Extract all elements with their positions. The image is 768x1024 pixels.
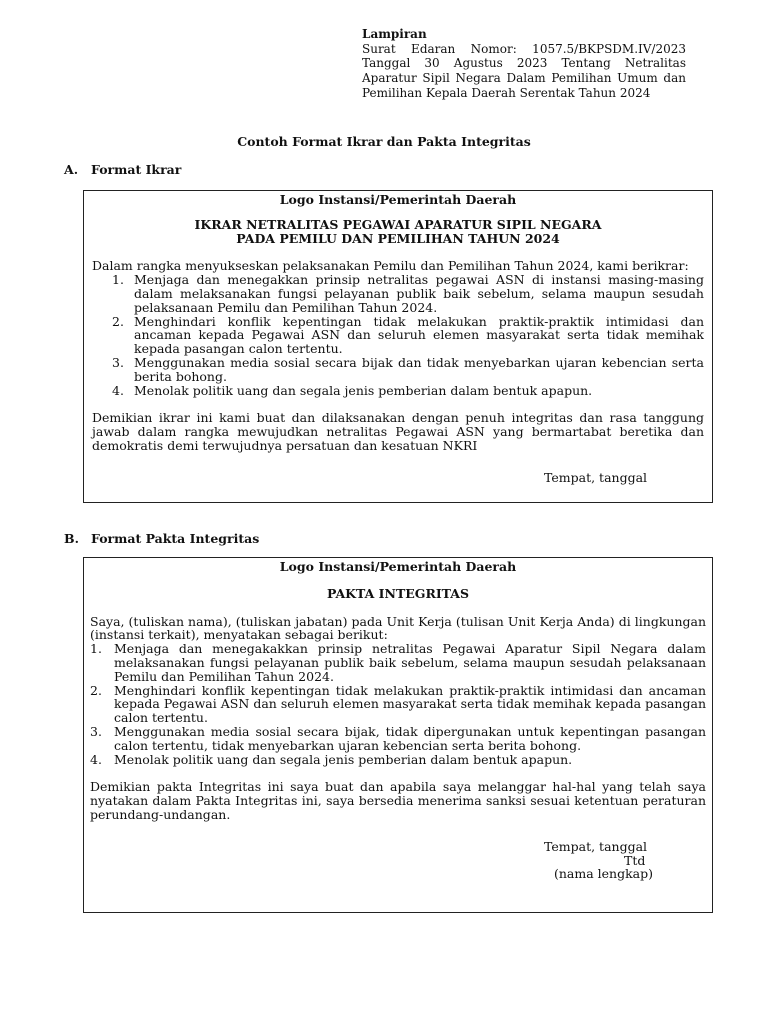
section-a-letter: A.	[64, 162, 79, 177]
pakta-full-name: (nama lengkap)	[554, 866, 654, 882]
ikrar-logo-text: Logo Instansi/Pemerintah Daerah	[279, 192, 517, 207]
list-number: 2.	[90, 682, 102, 698]
section-a-heading	[64, 162, 181, 177]
list-item	[90, 642, 706, 683]
list-text: Menjaga dan menegakakkan prinsip netralitas Pegawai Aparatur Sipil Negara dalam melaksanakan fungsi pelayanan publik baik sebelum, selama maupun sesudah pelaksanaan Pemilu dan Pemilihan Tahun 2024.	[114, 641, 706, 684]
lampiran-block	[362, 27, 686, 101]
list-item	[112, 356, 704, 384]
section-b-title: Format Pakta Integritas	[91, 531, 260, 546]
list-text: Menolak politik uang dan segala jenis pemberian dalam bentuk apapun.	[114, 751, 573, 767]
list-text: Menjaga dan menegakkan prinsip netralitas pegawai ASN di instansi masing-masing dalam melaksanakan fungsi pelayanan publik baik sebelum, selama maupun sesudah pelaksanaan Pemilu dan Pemilihan Tahun 2024.	[134, 272, 704, 315]
list-number: 1.	[90, 641, 102, 657]
ikrar-list	[92, 273, 704, 397]
list-text: Menolak politik uang dan segala jenis pemberian dalam bentuk apapun.	[134, 382, 593, 398]
ikrar-title-line-1: IKRAR NETRALITAS PEGAWAI APARATUR SIPIL NEGARA	[194, 216, 602, 232]
section-a-title: Format Ikrar	[91, 162, 182, 177]
pakta-logo-text: Logo Instansi/Pemerintah Daerah	[279, 559, 517, 574]
list-text: Menghindari konflik kepentingan tidak melakukan praktik-praktik intimidasi dan ancaman kepada Pegawai ASN dan seluruh elemen masyarakat serta tidak memihak kepada pasangan calon tertentu.	[114, 682, 706, 726]
list-number: 1.	[112, 272, 124, 288]
ikrar-box	[83, 190, 713, 503]
ikrar-closing: Demikian ikrar ini kami buat dan dilaksanakan dengan penuh integritas dan rasa tanggung jawab dalam rangka mewujudkan netralitas Pegawai ASN yang bermartabat beretika dan demokratis demi terwujudnya persatuan dan kesatuan NKRI	[92, 410, 704, 453]
list-item	[90, 684, 706, 725]
list-item	[112, 315, 704, 356]
list-item	[112, 273, 704, 314]
lampiran-line: Tanggal 30 Agustus 2023 Tentang Netralitas	[362, 56, 686, 71]
pakta-place-date: Tempat, tanggal	[544, 838, 648, 854]
pakta-list	[90, 642, 706, 766]
list-number: 3.	[90, 723, 102, 739]
ikrar-title-line-2: PADA PEMILU DAN PEMILIHAN TAHUN 2024	[236, 230, 560, 246]
lampiran-line: Pemilihan Kepala Daerah Serentak Tahun 2024	[362, 85, 651, 100]
list-number: 3.	[112, 354, 124, 370]
section-b-heading	[64, 531, 259, 546]
lampiran-label: Lampiran	[362, 27, 427, 41]
pakta-closing: Demikian pakta Integritas ini saya buat dan apabila saya melanggar hal-hal yang telah saya nyatakan dalam Pakta Integritas ini, saya bersedia menerima sanksi sesuai ketentuan peraturan perundang-undangan.	[90, 779, 706, 822]
list-item	[90, 753, 706, 767]
ikrar-intro: Dalam rangka menyukseskan pelaksanakan Pemilu dan Pemilihan Tahun 2024, kami berikrar:	[92, 258, 689, 274]
list-item	[112, 384, 704, 398]
list-number: 4.	[112, 382, 124, 398]
pakta-title: PAKTA INTEGRITAS	[326, 585, 470, 601]
lampiran-line: Aparatur Sipil Negara Dalam Pemilihan Umum dan	[362, 71, 686, 86]
list-item	[90, 725, 706, 753]
pakta-box	[83, 557, 713, 913]
list-number: 4.	[90, 751, 102, 767]
list-text: Menggunakan media sosial secara bijak, tidak dipergunakan untuk kepentingan pasangan calon tertentu, tidak menyebarkan ujaran kebencian serta berita bohong.	[114, 723, 706, 753]
document-title: Contoh Format Ikrar dan Pakta Integritas	[237, 134, 531, 149]
list-text: Menggunakan media sosial secara bijak dan tidak menyebarkan ujaran kebencian serta berita bohong.	[134, 354, 704, 384]
lampiran-line: Surat Edaran Nomor: 1057.5/BKPSDM.IV/2023	[362, 41, 686, 56]
pakta-intro: Saya, (tuliskan nama), (tuliskan jabatan) pada Unit Kerja (tulisan Unit Kerja Anda) di lingkungan (instansi terkait), menyatakan sebagai berikut:	[90, 613, 706, 643]
list-text: Menghindari konflik kepentingan tidak melakukan praktik-praktik intimidasi dan ancaman kepada Pegawai ASN dan seluruh elemen masyarakat serta tidak memihak kepada pasangan calon tertentu.	[134, 313, 704, 357]
pakta-ttd: Ttd	[624, 852, 646, 868]
section-b-letter: B.	[64, 531, 79, 546]
list-number: 2.	[112, 313, 124, 329]
ikrar-place-date: Tempat, tanggal	[544, 469, 648, 485]
